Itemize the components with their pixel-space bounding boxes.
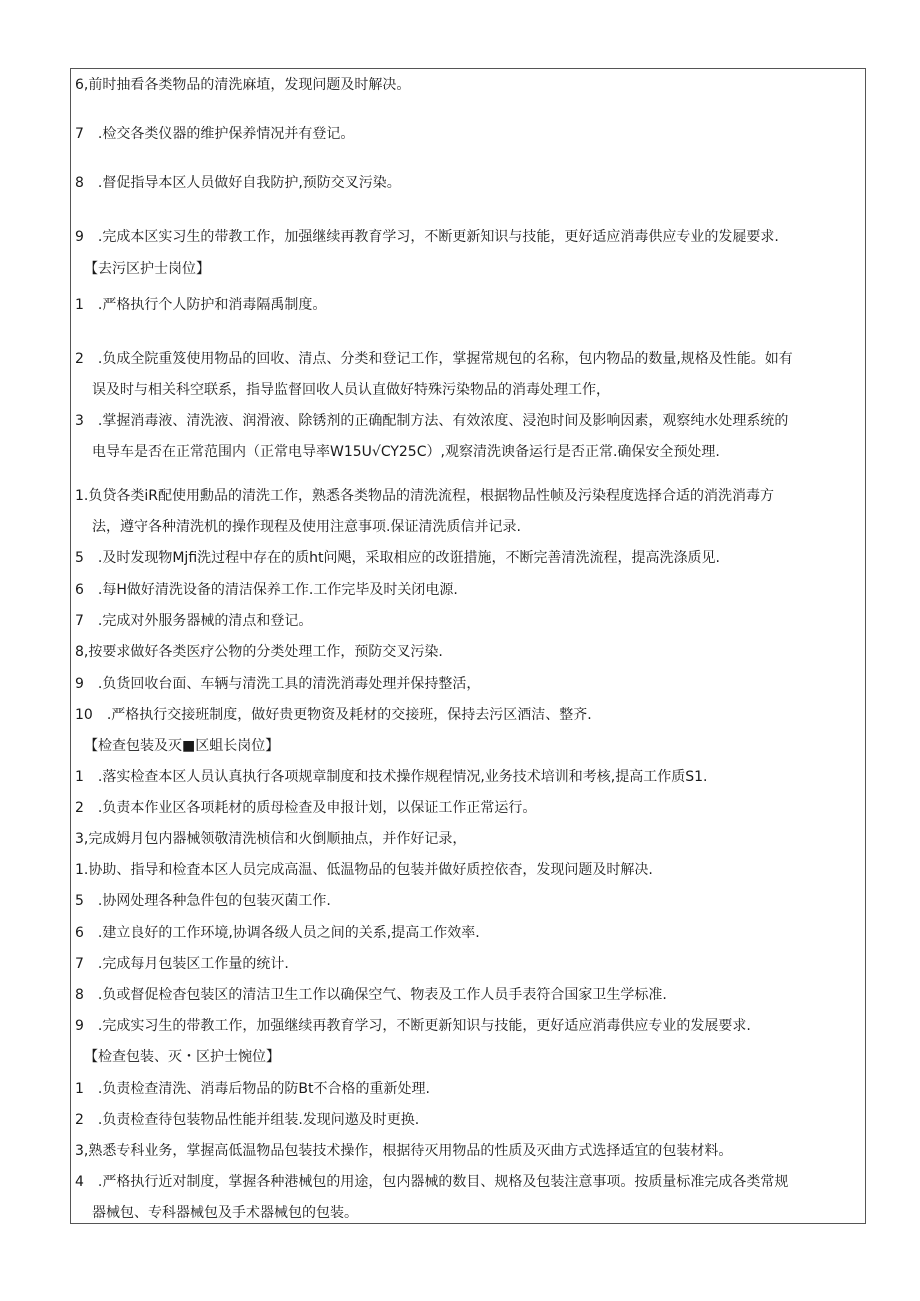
text-line: 1 .负责检查清洗、消毒后物品的防Bt不合格的重新处理. bbox=[75, 1081, 430, 1097]
text-line: 2 .负责检查待包装物品性能并组装.发现问遨及时更换. bbox=[75, 1112, 420, 1128]
text-line: 3,完成姆月包内器械领敬清洗桢信和火倒顺抽点，并作好记录， bbox=[75, 831, 467, 847]
section-heading: 【检查包装、灭・区护士惋位】 bbox=[84, 1049, 280, 1065]
text-line: 1.负贷各类iR配使用勳品的清洗工作，熟悉各类物品的清洗流程，根据物品性帧及污染程度选择合适的消洗消毒方 bbox=[75, 488, 774, 504]
text-line: 器械包、专科器械包及手术器械包的包装。 bbox=[92, 1205, 358, 1221]
text-line: 7 .完成每月包装区工作量的统计. bbox=[75, 956, 289, 972]
text-line: 7 .检交各类仪器的维护保养情况并有登记。 bbox=[75, 126, 355, 142]
text-line: 9 .完成实习生的带教工作，加强继续再教育学习，不断更新知识与技能，更好适应消毒供应专业的发展要求. bbox=[75, 1018, 751, 1034]
text-line: 7 .完成对外服务器械的清点和登记。 bbox=[75, 613, 313, 629]
text-line: 6 .建立良好的工作环境,协调各级人员之间的关系,提高工作效率. bbox=[75, 925, 480, 941]
text-line: 2 .负责本作业区各项耗材的质母检查及申报计划，以保证工作正常运行。 bbox=[75, 800, 537, 816]
text-line: 1 .严格执行个人防护和消毒隔禹制度。 bbox=[75, 297, 327, 313]
text-line: 1 .落实检查本区人员认真执行各项规章制度和技术操作规程情况,业务技术培训和考核,提高工作质S1. bbox=[75, 769, 708, 785]
text-line: 误及时与相关科空联系，指导监督回收人员认直做好特殊污染物品的消毒处理工作， bbox=[92, 382, 610, 398]
text-line: 1.协助、指导和检査本区人员完成高温、低温物品的包装并做好质控依杳，发现问题及时解决. bbox=[75, 862, 653, 878]
text-line: 6 .每H做好清洗设备的清洁保养工作.工作完毕及时关闭电源. bbox=[75, 582, 458, 598]
text-line: 8,按要求做好各类医疗公物的分类处理工作，预防交叉污染. bbox=[75, 644, 443, 660]
text-line: 3,熟悉专科业务，掌握高低温物品包装技术操作，根据待灭用物品的性质及灭曲方式选择适宜的包装材料。 bbox=[75, 1143, 733, 1159]
text-line: 10 .严格执行交接班制度，做好贵更物资及耗材的交接班，保持去污区酒洁、整齐. bbox=[75, 707, 592, 723]
text-line: 9 .完成本区实习生的带教工作，加强继续再教育学习，不断更新知识与技能，更好适应消毒供应专业的发屣要求. bbox=[75, 229, 779, 245]
text-line: 电导车是否在正常范围内（正常电导率W15U√CY25C）,观察清洗谀备运行是否正常.确保安全预处理. bbox=[92, 444, 720, 460]
text-line: 8 .督促指导本区人员做好自我防护,预防交叉污染。 bbox=[75, 175, 401, 191]
text-line: 8 .负或督促检杳包装区的清洁卫生工作以确保空气、物表及工作人员手表符合国家卫生学标准. bbox=[75, 987, 667, 1003]
text-line: 法，遵守各种清洗机的操作现程及使用注意事项.保证清洗质信并记录. bbox=[92, 519, 521, 535]
text-line: 9 .负货回收台面、车辆与清洗工具的清洗消毒处理并保持整活， bbox=[75, 676, 481, 692]
text-line: 5 .协网处理各种急件包的包装灭菌工作. bbox=[75, 893, 331, 909]
section-heading: 【检查包装及灭■区蛆长岗位】 bbox=[84, 738, 280, 754]
text-line: 3 .掌握消毒液、清洗液、润滑液、除锈剂的正确配制方法、有效浓度、浸泡时间及影响因素，观察纯水处理系统的 bbox=[75, 413, 789, 429]
text-line: 4 .严格执行近对制度，掌握各种港械包的用途，包内器械的数目、规格及包装注意事项。按质量标准完成各类常规 bbox=[75, 1174, 789, 1190]
text-line: 6,前时抽看各类物品的清洗麻埴，发现问题及时解决。 bbox=[75, 77, 411, 93]
section-heading: 【去污区护士岗位】 bbox=[84, 261, 210, 277]
text-line: 5 .及时发现物Mjfi洗过程中存在的质ht问飓，采取相应的改诳措施，不断完善清洗流程，提高洗涤质见. bbox=[75, 550, 720, 566]
text-line: 2 .负成全院重笈使用物品的回收、清点、分类和登记工作，掌握常规包的名称，包内物品的数量,规格及性能。如有 bbox=[75, 351, 793, 367]
